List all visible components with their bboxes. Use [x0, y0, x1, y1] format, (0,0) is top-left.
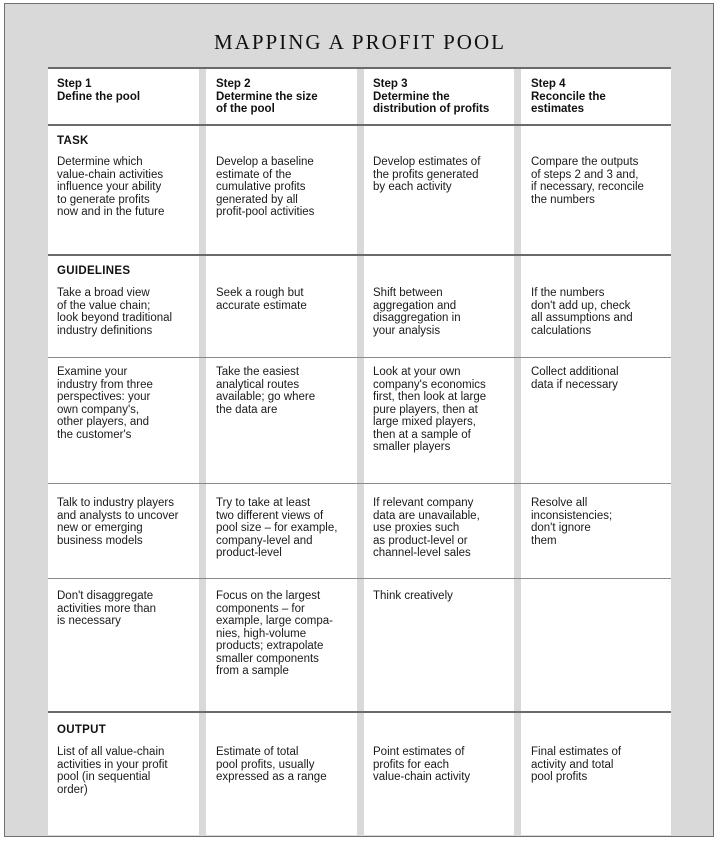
guideline-cell: Shift between aggregation and disaggregation in your analysis [373, 287, 461, 337]
section-label-task: TASK [57, 135, 89, 147]
guidelines-divider [48, 711, 671, 713]
guideline-cell: Don't disaggregate activities more than is necessary [57, 590, 157, 627]
row-divider [48, 578, 671, 579]
column-header-step-2: Step 2 Determine the size of the pool [216, 78, 318, 115]
section-label-output: OUTPUT [57, 724, 107, 736]
row-divider [48, 357, 671, 358]
guideline-cell: Focus on the largest components – for example, large compa- nies, high-volume products; extrapolate smaller components from a sample [216, 590, 333, 677]
guideline-cell: Seek a rough but accurate estimate [216, 287, 307, 312]
row-divider [48, 483, 671, 484]
guideline-cell: Think creatively [373, 590, 453, 602]
task-divider [48, 254, 671, 256]
section-label-guidelines: GUIDELINES [57, 265, 131, 277]
guideline-cell: Take a broad view of the value chain; look beyond traditional industry definitions [57, 287, 173, 337]
output-cell-step-2: Estimate of total pool profits, usually expressed as a range [216, 746, 327, 783]
figure-title: MAPPING A PROFIT POOL [214, 30, 506, 54]
guideline-cell: Examine your industry from three perspectives: your own company's, other players, and the customer's [57, 366, 153, 441]
guideline-cell: If relevant company data are unavailable, use proxies such as product-level or channel-level sales [373, 497, 480, 559]
output-cell-step-1: List of all value-chain activities in your profit pool (in sequential order) [57, 746, 168, 796]
header-divider [48, 124, 671, 126]
task-cell-step-2: Develop a baseline estimate of the cumulative profits generated by all profit-pool activities [216, 156, 315, 218]
guideline-cell: Talk to industry players and analysts to uncover new or emerging business models [57, 497, 179, 547]
output-cell-step-4: Final estimates of activity and total pool profits [531, 746, 622, 783]
top-rule [48, 67, 671, 69]
guideline-cell: Try to take at least two different views of pool size – for example, company-level and product-level [216, 497, 338, 559]
column-header-step-1: Step 1 Define the pool [57, 78, 141, 103]
guideline-cell: Look at your own company's economics first, then look at large pure players, then at large mixed players, then at a sample of smaller players [373, 366, 487, 453]
guideline-cell: Take the easiest analytical routes available; go where the data are [216, 366, 316, 416]
task-cell-step-3: Develop estimates of the profits generated by each activity [373, 156, 481, 193]
guideline-cell: If the numbers don't add up, check all assumptions and calculations [531, 287, 633, 337]
task-cell-step-4: Compare the outputs of steps 2 and 3 and, if necessary, reconcile the numbers [531, 156, 644, 206]
guideline-cell: Collect additional data if necessary [531, 366, 619, 391]
column-header-step-3: Step 3 Determine the distribution of profits [373, 78, 490, 115]
output-cell-step-3: Point estimates of profits for each value-chain activity [373, 746, 471, 783]
column-header-step-4: Step 4 Reconcile the estimates [531, 78, 606, 115]
task-cell-step-1: Determine which value-chain activities influence your ability to generate profits now and in the future [57, 156, 165, 218]
guideline-cell: Resolve all inconsistencies; don't ignore them [531, 497, 613, 547]
